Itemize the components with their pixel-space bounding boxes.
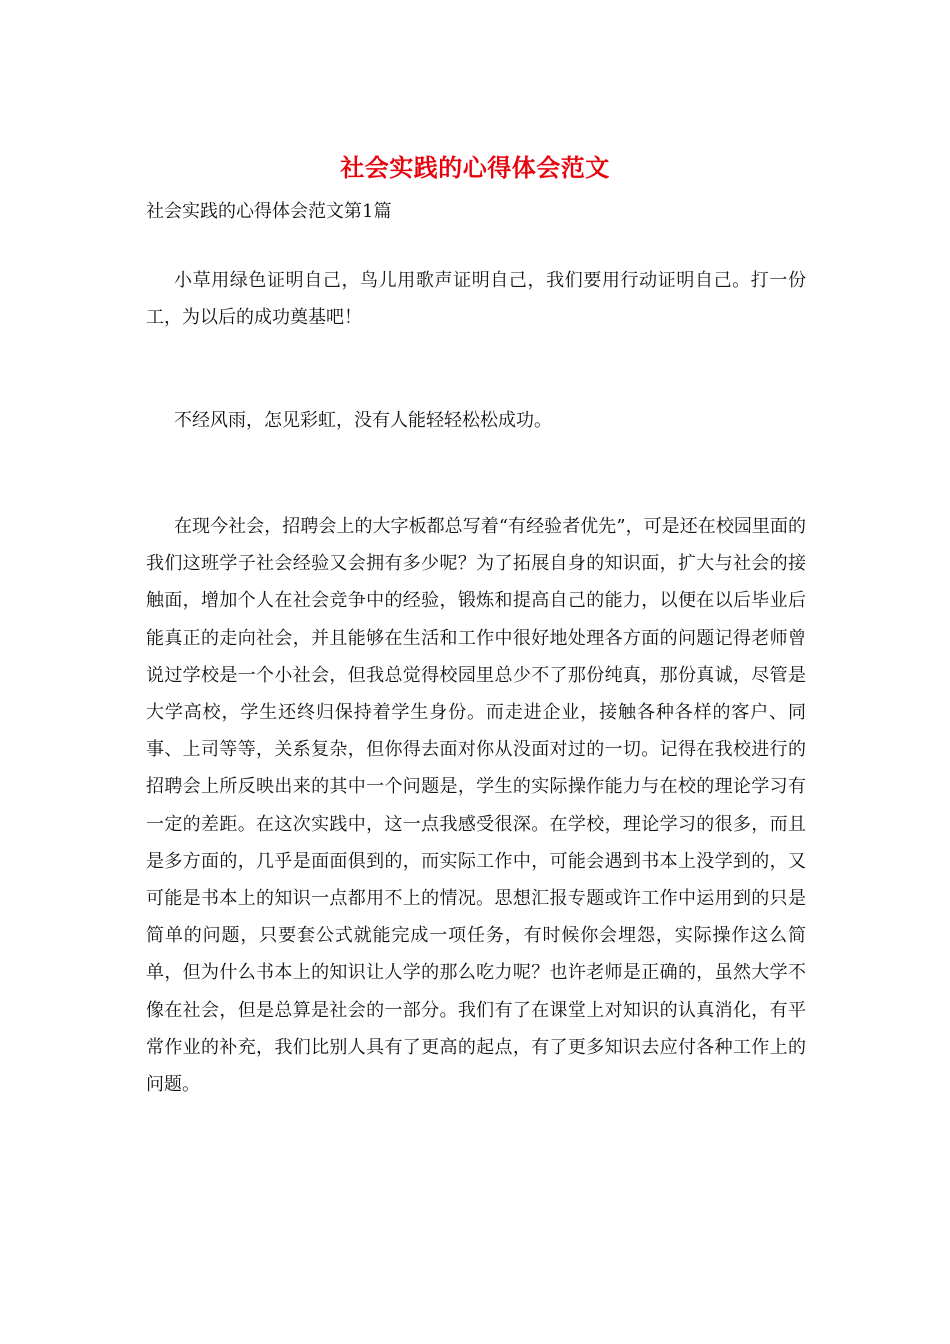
document-title: 社会实践的心得体会范文 — [340, 153, 610, 182]
paragraph-1: 小草用绿色证明自己，鸟儿用歌声证明自己，我们要用行动证明自己。打一份工，为以后的成功奠基吧！ — [146, 270, 806, 329]
paragraph-2: 不经风雨，怎见彩虹，没有人能轻轻松松成功。 — [174, 410, 552, 431]
document-subtitle: 社会实践的心得体会范文第1篇 — [146, 201, 392, 222]
paragraph-3: 在现今社会，招聘会上的大字板都总写着“有经验者优先”，可是还在校园里面的我们这班学子社会经验又会拥有多少呢？为了拓展自身的知识面，扩大与社会的接触面，增加个人在社会竞争中的经验，锻炼和提高自己的能力，以便在以后毕业后能真正的走向社会，并且能够在生活和工作中很好地处理各方面的问题记得老师曾说过学校是一个小社会，但我总觉得校园里总少不了那份纯真，那份真诚，尽管是大学高校，学生还终归保持着学生身份。而走进企业，接触各种各样的客户、同事、上司等等，关系复杂，但你得去面对你从没面对过的一切。记得在我校进行的招聘会上所反映出来的其中一个问题是，学生的实际操作能力与在校的理论学习有一定的差距。在这次实践中，这一点我感受很深。在学校，理论学习的很多，而且是多方面的，几乎是面面俱到的，而实际工作中，可能会遇到书本上没学到的，又可能是书本上的知识一点都用不上的情况。思想汇报专题或许工作中运用到的只是简单的问题，只要套公式就能完成一项任务，有时候你会埋怨，实际操作这么简单，但为什么书本上的知识让人学的那么吃力呢？也许老师是正确的，虽然大学不像在社会，但是总算是社会的一部分。我们有了在课堂上对知识的认真消化，有平常作业的补充，我们比别人具有了更高的起点，有了更多知识去应付各种工作上的问题。 — [146, 516, 806, 1096]
